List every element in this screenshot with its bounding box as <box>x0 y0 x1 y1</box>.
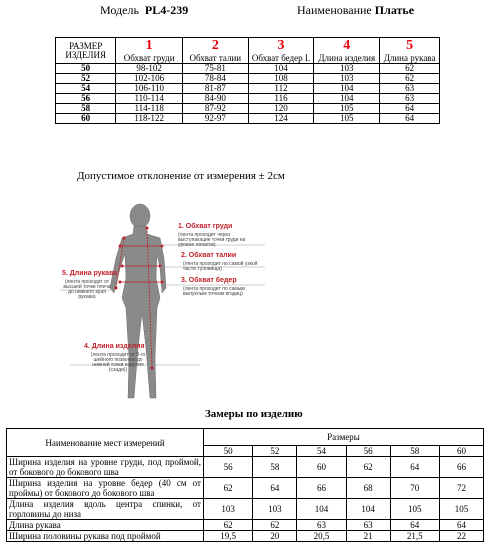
measurement-value: 68 <box>346 478 390 499</box>
sizes-header: Размеры <box>204 429 484 446</box>
figure-label-4 <box>84 343 145 350</box>
measurement-value: 62 <box>253 520 297 531</box>
figure-label-num: 3. <box>181 277 187 284</box>
table-cell: 103 <box>314 74 380 84</box>
measurement-value: 62 <box>204 478 253 499</box>
col-header-1 <box>116 38 183 64</box>
measurement-value: 62 <box>346 457 390 478</box>
col-header-3 <box>248 38 314 64</box>
figure-note-2: (лента проходит на самой узкой части туловища) <box>183 261 258 272</box>
figure-label-3 <box>181 277 237 284</box>
size-header: РАЗМЕР ИЗДЕЛИЯ <box>56 38 116 64</box>
size-column-header: 52 <box>253 446 297 457</box>
model-line <box>100 3 188 18</box>
measurement-value: 105 <box>439 499 483 520</box>
measurement-value: 21,5 <box>390 531 439 542</box>
measurement-value: 19,5 <box>204 531 253 542</box>
figure-label-title: Обхват бедер <box>188 277 237 284</box>
table-row <box>7 531 484 542</box>
table-row <box>56 114 440 124</box>
col-header-4 <box>314 38 380 64</box>
figure-label-title: Обхват груди <box>185 223 233 230</box>
table-cell: 98-102 <box>116 64 183 74</box>
table-row <box>56 104 440 114</box>
col-header-2 <box>182 38 248 64</box>
size-column-header: 58 <box>390 446 439 457</box>
figure-note-3: (лента проходит по самым выпуклым точкам ягодиц) <box>183 286 245 297</box>
col-num: 3 <box>277 38 285 53</box>
measurement-label: Ширина изделия на уровне бедер (40 см от проймы) от бокового до бокового шва <box>7 478 204 499</box>
table-cell: 118-122 <box>116 114 183 124</box>
measurement-value: 64 <box>390 520 439 531</box>
table-cell: 108 <box>248 74 314 84</box>
table-cell: 75-81 <box>182 64 248 74</box>
table-cell: 63 <box>380 94 440 104</box>
figure-label-title: Обхват талии <box>188 252 237 259</box>
table-cell: 106-110 <box>116 84 183 94</box>
table-cell: 62 <box>380 74 440 84</box>
measurement-value: 72 <box>439 478 483 499</box>
table-row <box>7 499 484 520</box>
measurements-table <box>6 428 484 542</box>
table-cell: 116 <box>248 94 314 104</box>
table-row <box>7 478 484 499</box>
measurement-value: 22 <box>439 531 483 542</box>
table-cell: 105 <box>314 114 380 124</box>
model-label: Модель <box>100 3 139 17</box>
table-cell: 124 <box>248 114 314 124</box>
size-cell: 50 <box>56 64 116 74</box>
table-cell: 64 <box>380 114 440 124</box>
size-cell: 58 <box>56 104 116 114</box>
size-table-header <box>56 38 440 64</box>
figure-label-num: 4. <box>84 343 90 350</box>
figure-label-num: 2. <box>181 252 187 259</box>
measurement-value: 60 <box>297 457 346 478</box>
name-header: Наименование мест измерений <box>7 429 204 457</box>
table-row <box>56 94 440 104</box>
measurements-header-row <box>7 429 484 446</box>
table-cell: 112 <box>248 84 314 94</box>
tolerance-note: Допустимое отклонение от измерения ± 2см <box>77 170 285 182</box>
table-cell: 102-106 <box>116 74 183 84</box>
figure-label-5 <box>62 270 117 277</box>
table-cell: 84-90 <box>182 94 248 104</box>
size-column-header: 54 <box>297 446 346 457</box>
name-label: Наименование <box>297 3 372 17</box>
measurement-value: 105 <box>390 499 439 520</box>
measurement-value: 64 <box>253 478 297 499</box>
col-label: Длина изделия <box>318 53 376 63</box>
measurement-value: 104 <box>297 499 346 520</box>
measurement-label: Длина изделия вдоль центра спинки, от горловины до низа <box>7 499 204 520</box>
measurement-value: 70 <box>390 478 439 499</box>
size-column-header: 56 <box>346 446 390 457</box>
measurements-title: Замеры по изделию <box>205 408 303 420</box>
col-label: Обхват талии <box>189 53 242 63</box>
table-cell: 120 <box>248 104 314 114</box>
table-row <box>7 520 484 531</box>
size-column-header: 60 <box>439 446 483 457</box>
table-row <box>56 84 440 94</box>
table-row <box>56 74 440 84</box>
measurement-value: 20,5 <box>297 531 346 542</box>
size-column-header: 50 <box>204 446 253 457</box>
table-cell: 103 <box>314 64 380 74</box>
figure-label-num: 5. <box>62 270 68 277</box>
col-num: 5 <box>406 38 414 53</box>
col-label: Обхват груди <box>123 53 175 63</box>
col-num: 1 <box>145 38 153 53</box>
measurement-value: 21 <box>346 531 390 542</box>
col-label: Длина рукава <box>383 53 436 63</box>
figure-label-2 <box>181 252 236 259</box>
table-cell: 104 <box>314 94 380 104</box>
figure-label-title: Длина изделия <box>91 343 145 350</box>
measurement-label: Длина рукава <box>7 520 204 531</box>
measurement-value: 63 <box>297 520 346 531</box>
figure-label-1 <box>178 223 232 230</box>
table-cell: 105 <box>314 104 380 114</box>
table-cell: 114-118 <box>116 104 183 114</box>
name-line <box>297 3 414 18</box>
figure-note-4: (лента проходит от 0-го шейного позвонка до нижней точки изделия (сзади)) <box>90 352 146 373</box>
figure-note-5: (лента проходит от высшей точки плеча до нижнего края рукава) <box>63 279 111 300</box>
measurement-value: 64 <box>439 520 483 531</box>
col-num: 4 <box>343 38 351 53</box>
measurement-value: 66 <box>439 457 483 478</box>
col-label: Обхват бедер I. <box>251 53 311 63</box>
table-row <box>56 64 440 74</box>
table-cell: 104 <box>248 64 314 74</box>
measurement-value: 66 <box>297 478 346 499</box>
table-cell: 62 <box>380 64 440 74</box>
table-cell: 110-114 <box>116 94 183 104</box>
table-cell: 87-92 <box>182 104 248 114</box>
measurement-label: Ширина изделия на уровне груди, под проймой, от бокового до бокового шва <box>7 457 204 478</box>
measurement-value: 20 <box>253 531 297 542</box>
table-cell: 78-84 <box>182 74 248 84</box>
col-header-5 <box>380 38 440 64</box>
measurement-value: 104 <box>346 499 390 520</box>
size-cell: 54 <box>56 84 116 94</box>
size-cell: 60 <box>56 114 116 124</box>
measurement-label: Ширина половины рукава под проймой <box>7 531 204 542</box>
measurement-value: 56 <box>204 457 253 478</box>
measurement-value: 103 <box>204 499 253 520</box>
table-cell: 81-87 <box>182 84 248 94</box>
table-cell: 64 <box>380 104 440 114</box>
table-cell: 104 <box>314 84 380 94</box>
size-table <box>55 37 440 124</box>
measurement-value: 58 <box>253 457 297 478</box>
figure-note-1: (лента проходит через выступающие точки груди на уровне лопаток) <box>178 232 246 248</box>
measurement-value: 62 <box>204 520 253 531</box>
name-value: Платье <box>374 3 415 17</box>
measurement-value: 103 <box>253 499 297 520</box>
figure-label-num: 1. <box>178 223 184 230</box>
measurement-value: 63 <box>346 520 390 531</box>
size-cell: 52 <box>56 74 116 84</box>
measurement-value: 64 <box>390 457 439 478</box>
col-num: 2 <box>211 38 219 53</box>
size-cell: 56 <box>56 94 116 104</box>
table-cell: 63 <box>380 84 440 94</box>
table-row <box>7 457 484 478</box>
model-value: PL4-239 <box>144 3 189 17</box>
figure-label-title: Длина рукава <box>69 270 118 277</box>
table-cell: 92-97 <box>182 114 248 124</box>
